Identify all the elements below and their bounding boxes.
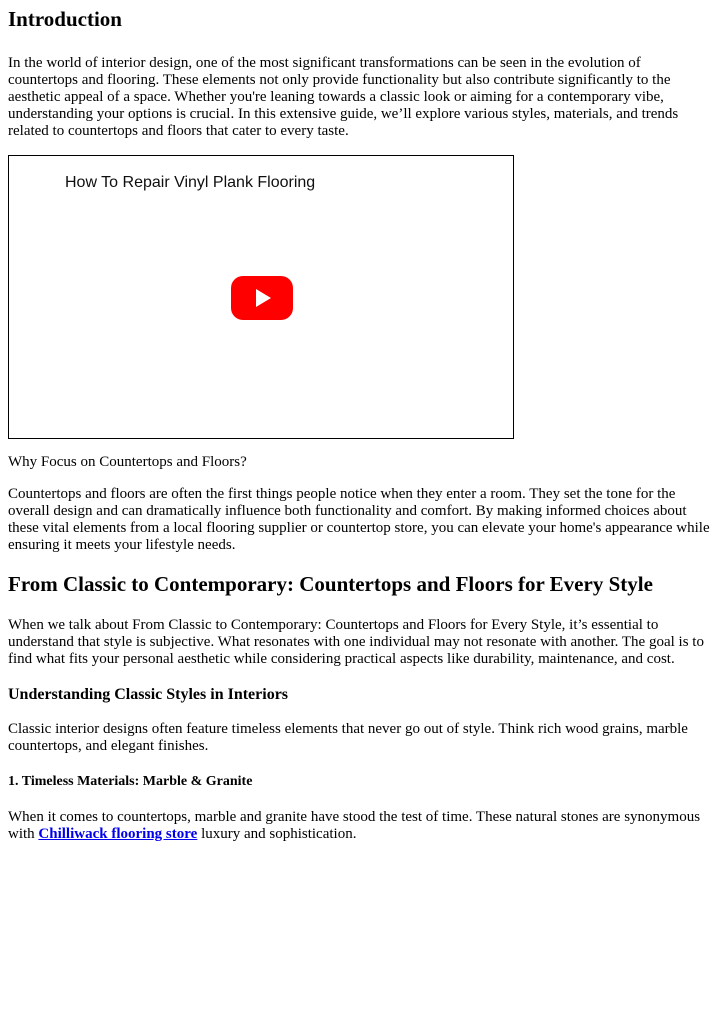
understanding-paragraph: Classic interior designs often feature timeless elements that never go out of style. Think rich wood grains, marble countertops, and elegant finishes. [8,721,688,754]
play-button[interactable] [231,276,293,320]
video-title[interactable]: How To Repair Vinyl Plank Flooring [65,174,316,191]
play-icon [256,289,271,307]
classic-contemporary-paragraph: When we talk about From Classic to Contemporary: Countertops and Floors for Every Style, it’s essential to understand that style is subjective. What resonates with one individual may not resonate with another. The goal is to find what fits your personal aesthetic while considering practical aspects like durability, maintenance, and cost. [8,617,704,667]
intro-heading: Introduction [8,7,122,31]
intro-paragraph: In the world of interior design, one of the most significant transformations can be seen in the evolution of countertops and flooring. These elements not only provide functionality but also contribute significantly to the aesthetic appeal of a space. Whether you're leaning towards a classic look or aiming for a contemporary vibe, understanding your options is crucial. In this extensive guide, we’ll explore various styles, materials, and trends related to countertops and floors that cater to every taste. [8,55,679,139]
why-focus-paragraph: Countertops and floors are often the first things people notice when they enter a room. They set the tone for the overall design and can dramatically influence both functionality and comfort. By making informed choices about these vital elements from a local flooring supplier or countertop store, you can elevate your home's appearance while ensuring it meets your lifestyle needs. [8,486,710,553]
timeless-text-after: luxury and sophistication. [197,826,357,842]
understanding-heading: Understanding Classic Styles in Interiors [8,686,289,703]
timeless-materials-paragraph [8,809,712,843]
article [0,6,720,843]
why-focus-title: Why Focus on Countertops and Floors? [8,454,247,470]
timeless-text-before: When it comes to countertops, marble and granite have stood the test of time. These natural stones are synonymous with [8,809,701,842]
chilliwack-flooring-store-link[interactable]: Chilliwack flooring store [38,826,198,842]
video-embed[interactable] [8,155,514,439]
classic-contemporary-heading: From Classic to Contemporary: Countertops and Floors for Every Style [8,572,653,596]
timeless-materials-heading: 1. Timeless Materials: Marble & Granite [8,774,253,789]
